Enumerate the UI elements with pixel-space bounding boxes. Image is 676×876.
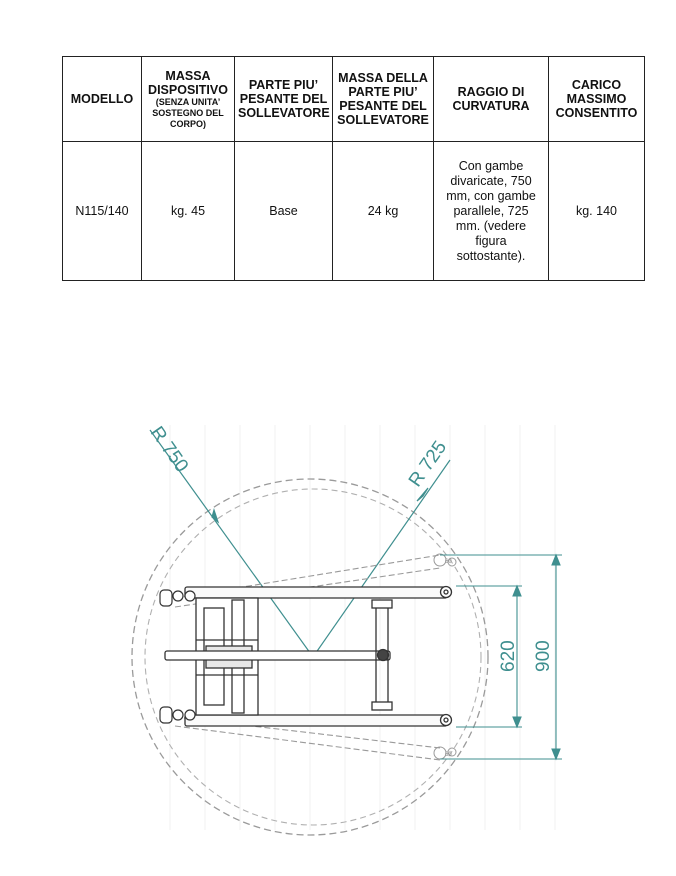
cell-massa-parte: 24 kg [333, 142, 434, 281]
cell-parte: Base [235, 142, 333, 281]
header-massa-main: MASSA DISPOSITIVO [148, 68, 228, 97]
header-massa-sub: (SENZA UNITA’ SOSTEGNO DEL CORPO) [152, 96, 224, 129]
label-r725: R 725 [404, 437, 452, 491]
header-raggio: RAGGIO DI CURVATURA [434, 57, 549, 142]
header-parte: PARTE PIU’ PESANTE DEL SOLLEVATORE [235, 57, 333, 142]
header-carico: CARICO MASSIMO CONSENTITO [549, 57, 645, 142]
header-modello: MODELLO [63, 57, 142, 142]
cell-carico: kg. 140 [549, 142, 645, 281]
label-r750: R 750 [145, 422, 193, 477]
header-massa-parte: MASSA DELLA PARTE PIU’ PESANTE DEL SOLLEVATORE [333, 57, 434, 142]
cell-modello: N115/140 [63, 142, 142, 281]
dim-900-label: 900 [533, 640, 554, 672]
cell-raggio: Con gambe divaricate, 750 mm, con gambe parallele, 725 mm. (vedere figura sottostante). [434, 142, 549, 281]
cell-massa: kg. 45 [142, 142, 235, 281]
divergent-wheels [434, 554, 456, 759]
radius-leaders [150, 430, 450, 657]
dim-620-label: 620 [498, 640, 519, 672]
small-mark-top: 60 [445, 559, 452, 565]
small-mark-bottom: 60 [445, 752, 452, 758]
